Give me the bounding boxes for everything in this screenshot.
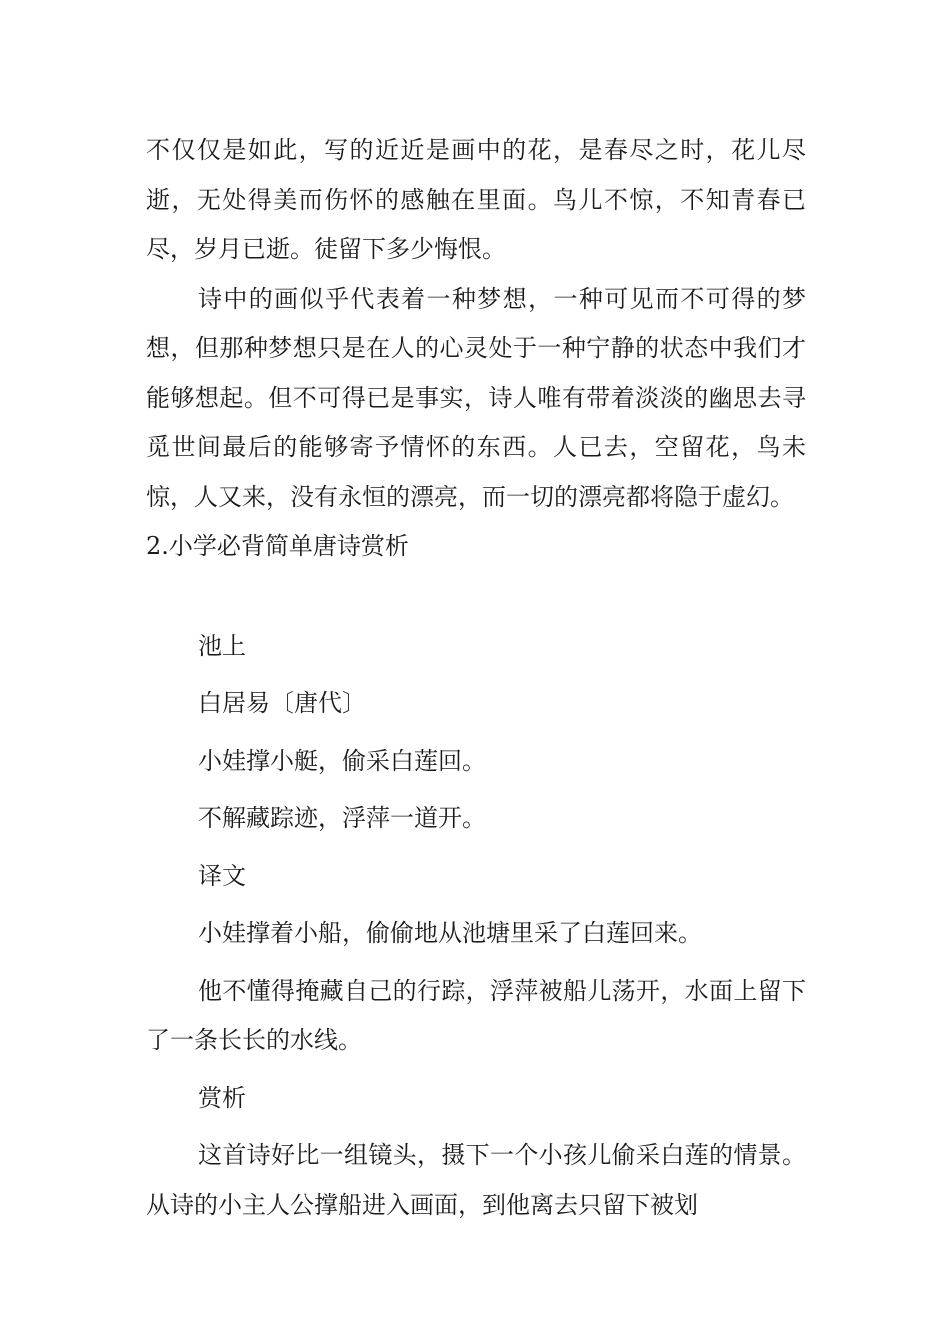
poem-line-2: 不解藏踪迹，浮萍一道开。 — [198, 804, 486, 832]
section-heading: 2.小学必背简单唐诗赏析 — [146, 532, 409, 560]
poem-author: 白居易〔唐代〕 — [198, 689, 366, 717]
appreciation-text: 这首诗好比一组镜头，摄下一个小孩儿偷采白莲的情景。从诗的小主人公撑船进入画面，到他离去只留下被划 — [146, 1141, 806, 1219]
document-body — [146, 126, 806, 1230]
paragraph-dream: 诗中的画似乎代表着一种梦想，一种可见而不可得的梦想，但那种梦想只是在人的心灵处于一种宁静的状态中我们才能够想起。但不可得已是事实，诗人唯有带着淡淡的幽思去寻觅世间最后的能够寄予情怀的东西。人已去，空留花，鸟未惊，人又来，没有永恒的漂亮，而一切的漂亮都将隐于虚幻。 — [146, 284, 806, 511]
translation-line-1: 小娃撑着小船，偷偷地从池塘里采了白莲回来。 — [198, 919, 702, 947]
appreciation-label: 赏析 — [198, 1083, 246, 1112]
poem-title: 池上 — [198, 631, 246, 660]
section-gap — [146, 572, 806, 622]
paragraph-continuation: 不仅仅是如此，写的近近是画中的花，是春尽之时，花儿尽逝，无处得美而伤怀的感触在里面。鸟儿不惊，不知青春已尽，岁月已逝。徒留下多少悔恨。 — [146, 136, 806, 263]
translation-label: 译文 — [198, 861, 246, 890]
poem-line-1: 小娃撑小艇，偷采白莲回。 — [198, 746, 486, 775]
translation-line-2: 他不懂得掩藏自己的行踪，浮萍被船儿荡开，水面上留下了一条长长的水线。 — [146, 976, 806, 1054]
